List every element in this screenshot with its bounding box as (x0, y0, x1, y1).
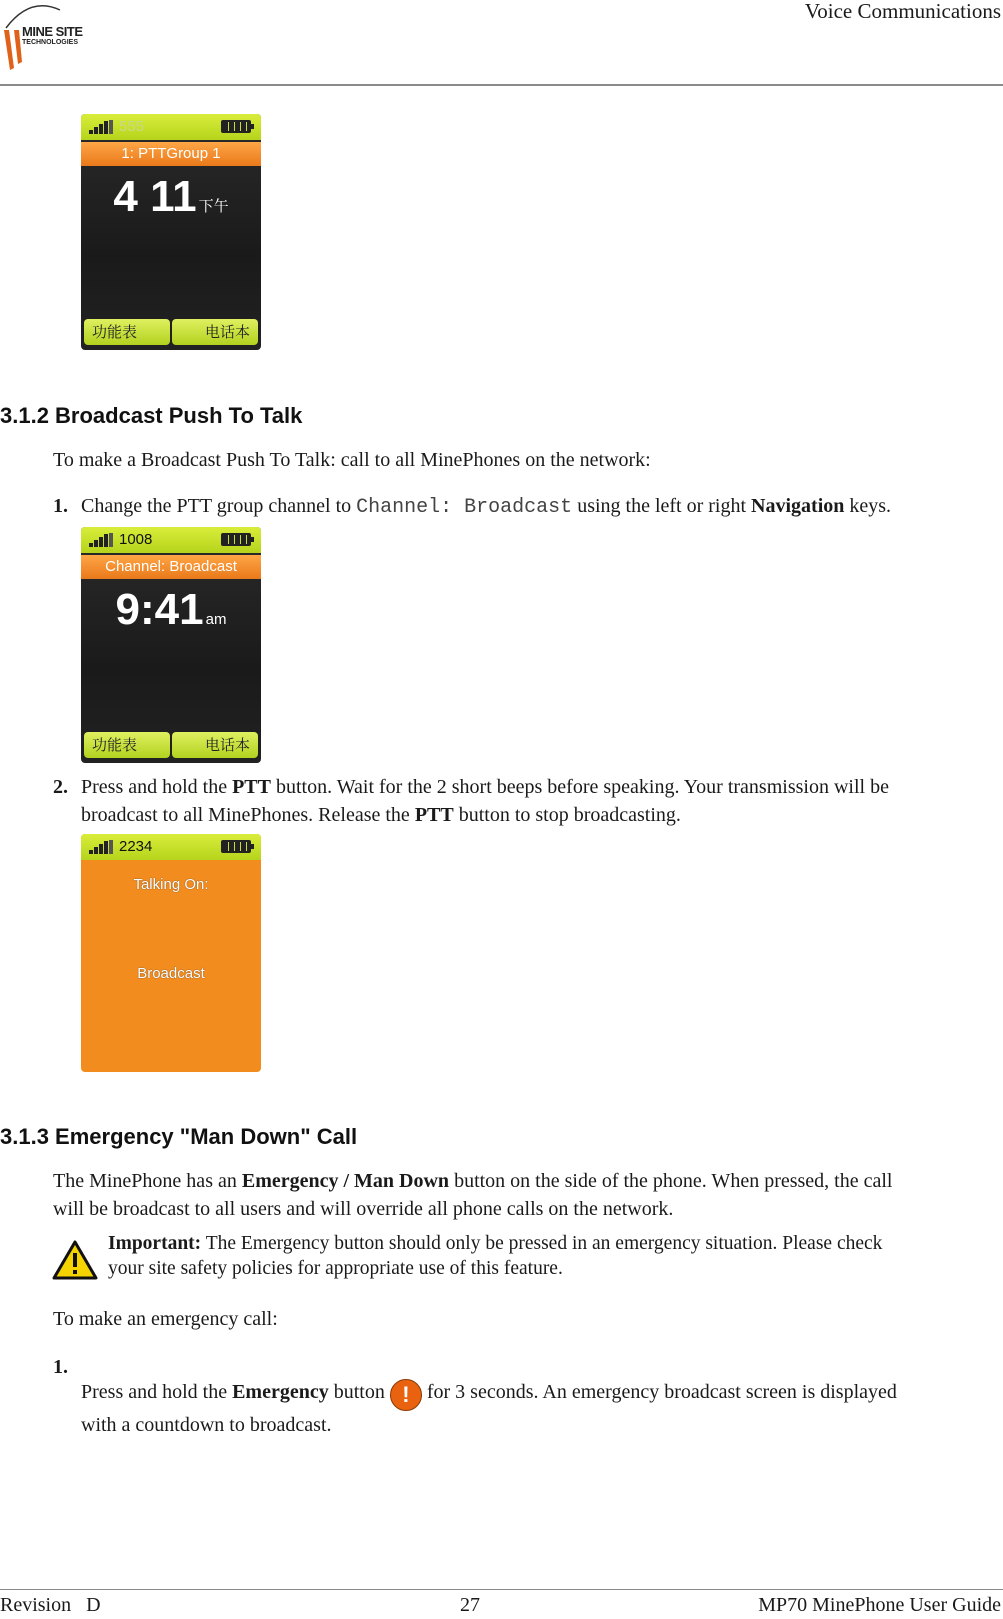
p1-b: button on the side of the phone. When pressed, the call (449, 1170, 893, 1192)
paragraph-3-1-3 (53, 1167, 1003, 1223)
talking-channel: Broadcast (137, 965, 205, 982)
softkey-menu[interactable]: 功能表 (84, 732, 170, 758)
important-b: your site safety policies for appropriate use of this feature. (108, 1258, 563, 1279)
section-title: Voice Communications (804, 0, 1001, 23)
softkey-menu[interactable]: 功能表 (84, 319, 170, 345)
clock-suffix: 下午 (198, 198, 229, 215)
logo-subtext: TECHNOLOGIES (22, 39, 79, 46)
company-logo (0, 0, 100, 76)
step-1-a: Change the PTT group channel to (81, 495, 357, 517)
footer-revision: Revision D (0, 1594, 101, 1616)
em-step-d: with a countdown to broadcast. (81, 1414, 332, 1436)
ptt-label: PTT (232, 776, 271, 798)
step-2-d: button to stop broadcasting. (453, 804, 681, 826)
battery-icon (221, 533, 251, 546)
step-2-text (81, 773, 1003, 829)
warning-icon (52, 1240, 98, 1280)
signal-icon (89, 120, 113, 134)
heading-3-1-2: 3.1.2 Broadcast Push To Talk (0, 403, 303, 428)
clock-time: 9:41 (115, 585, 204, 634)
clock (81, 585, 261, 635)
phone-screen-broadcast (81, 527, 261, 763)
emergency-button-icon: ! (390, 1379, 422, 1411)
step-1-b: using the left or right (572, 495, 752, 517)
step-1-c: keys. (844, 495, 892, 517)
emergency-man-down-label: Emergency / Man Down (241, 1170, 450, 1192)
softkey-phonebook[interactable]: 电话本 (172, 319, 258, 345)
signal-icon (89, 840, 113, 854)
phone-screen-group (81, 114, 261, 350)
step-1-text (81, 492, 891, 522)
logo-wordmark: MINE SITE (22, 24, 83, 39)
header-divider (0, 84, 1003, 86)
status-bar (81, 114, 261, 140)
step-2-a: Press and hold the (81, 776, 233, 798)
emergency-step-text (81, 1378, 1003, 1439)
em-step-c: for 3 seconds. An emergency broadcast screen is displayed (421, 1381, 897, 1403)
step-2-c: broadcast to all MinePhones. Release the (81, 804, 415, 826)
step-number: 1. (53, 1356, 68, 1378)
important-note (108, 1231, 1003, 1281)
intro-emergency: To make an emergency call: (53, 1308, 278, 1330)
status-bar (81, 527, 261, 553)
important-label: Important: (108, 1233, 202, 1254)
battery-icon (221, 840, 251, 853)
ptt-label: PTT (414, 804, 454, 826)
status-bar (81, 834, 261, 860)
clock-suffix: am (205, 611, 227, 628)
emergency-label: Emergency (232, 1381, 329, 1403)
em-step-b: button (328, 1381, 390, 1403)
clock (81, 172, 261, 222)
channel-bar: Channel: Broadcast (81, 555, 261, 579)
p1-c: will be broadcast to all users and will override all phone calls on the network. (53, 1198, 674, 1220)
talking-on-label: Talking On: (133, 876, 209, 893)
navigation-label: Navigation (751, 495, 845, 517)
step-number: 2. (53, 776, 68, 798)
status-number: 2234 (119, 838, 153, 855)
em-step-a: Press and hold the (81, 1381, 233, 1403)
step-2-b: button. Wait for the 2 short beeps before speaking. Your transmission will be (271, 776, 889, 798)
status-number: 555 (119, 118, 145, 135)
heading-3-1-3: 3.1.3 Emergency "Man Down" Call (0, 1124, 358, 1149)
intro-3-1-2: To make a Broadcast Push To Talk: call to all MinePhones on the network: (53, 449, 651, 471)
clock-time: 4 11 (113, 172, 197, 221)
channel-code: Channel: Broadcast (356, 496, 573, 519)
channel-bar: 1: PTTGroup 1 (81, 142, 261, 166)
footer-doc-title: MP70 MinePhone User Guide (758, 1594, 1001, 1616)
signal-icon (89, 533, 113, 547)
softkey-phonebook[interactable]: 电话本 (172, 732, 258, 758)
phone-screen-talking (81, 834, 261, 1072)
battery-icon (221, 120, 251, 133)
footer-divider (0, 1589, 1003, 1590)
page-number: 27 (460, 1594, 480, 1616)
step-number: 1. (53, 495, 68, 517)
p1-a: The MinePhone has an (53, 1170, 242, 1192)
status-number: 1008 (119, 531, 153, 548)
important-a: The Emergency button should only be pressed in an emergency situation. Please check (201, 1233, 883, 1254)
